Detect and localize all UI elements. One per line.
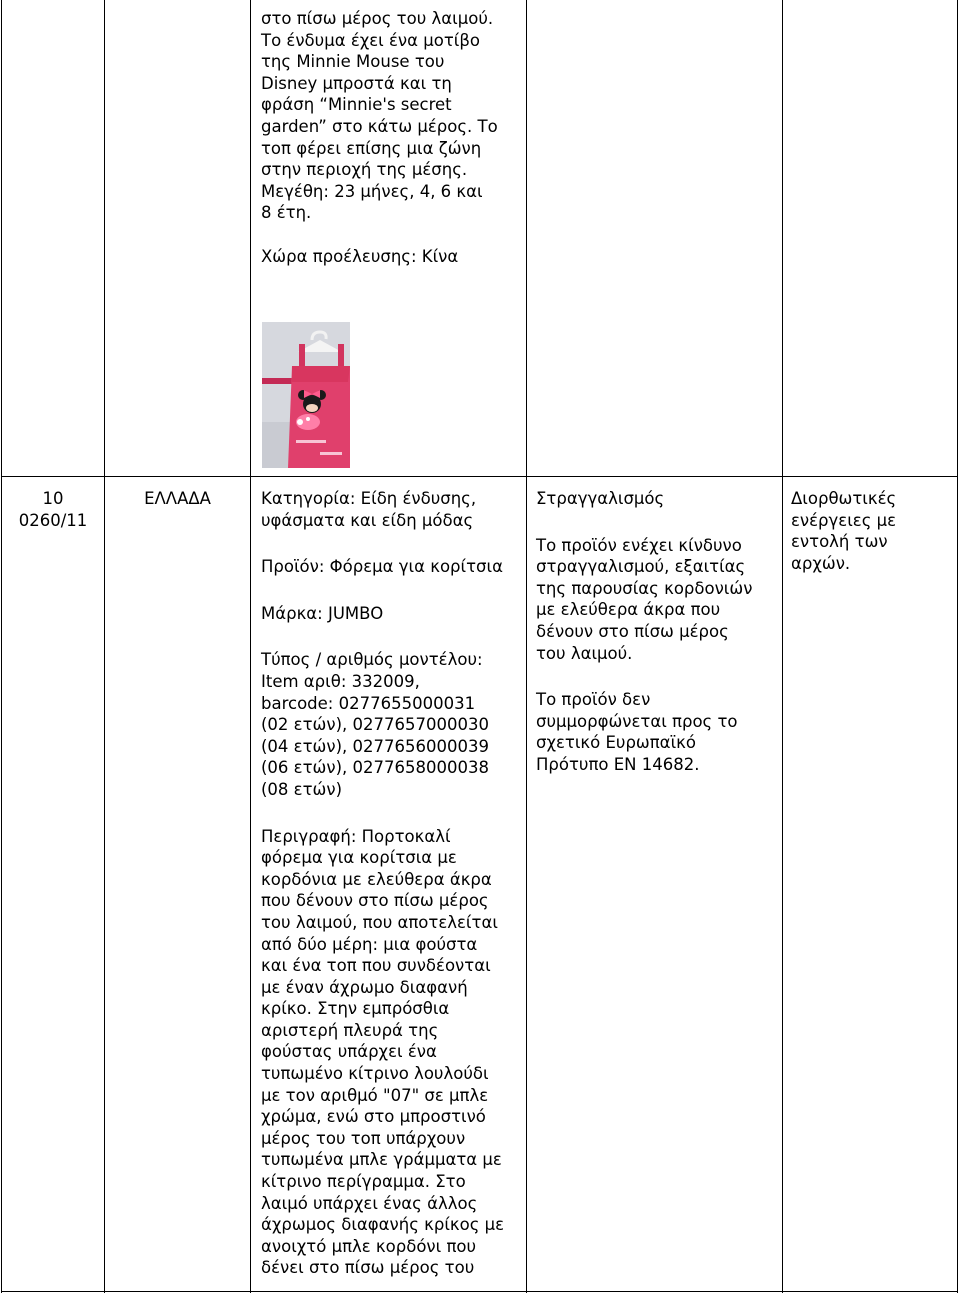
text-line: 8 έτη.: [261, 203, 312, 223]
measures-cell: [791, 488, 896, 574]
column-divider: [526, 0, 527, 1293]
category-line: υφάσματα και είδη μόδας: [261, 510, 474, 530]
model-line: (08 ετών): [261, 779, 343, 799]
description-line: άχρωμος διαφανής κρίκος με: [261, 1215, 505, 1235]
column-divider: [104, 0, 105, 1293]
brand-name: Μάρκα: JUMBO: [261, 603, 384, 623]
category-line: Κατηγορία: Είδη ένδυσης,: [261, 489, 477, 508]
measures-line: εντολή των: [791, 532, 888, 552]
description-line: κίτρινο περίγραμμα. Στο: [261, 1172, 466, 1192]
notification-reference: 0260/11: [18, 510, 88, 530]
risk-type: Στραγγαλισμός: [536, 489, 665, 508]
measures-line: αρχών.: [791, 553, 851, 573]
row-number-cell: [2, 488, 104, 531]
risk-line: στραγγαλισμού, εξαιτίας: [536, 557, 746, 577]
risk-cell: [536, 488, 752, 776]
description-line: κορδόνια με ελεύθερα άκρα: [261, 869, 492, 889]
product-name: Προϊόν: Φόρεμα για κορίτσια: [261, 557, 503, 577]
measures-line: Διορθωτικές: [791, 489, 897, 508]
text-line: της Minnie Mouse του: [261, 52, 445, 72]
text-line: φράση “Minnie's secret: [261, 95, 452, 115]
risk-line: Το προϊόν ενέχει κίνδυνο: [536, 535, 742, 555]
description-line: με τον αριθμό "07" σε μπλε: [261, 1085, 489, 1105]
description-line: μέρος του τοπ υπάρχουν: [261, 1128, 466, 1148]
row-divider: [1, 476, 958, 477]
description-line: του λαιμού, που αποτελείται: [261, 912, 498, 932]
risk-line: της παρουσίας κορδονιών: [536, 578, 753, 598]
product-details-cell: [261, 488, 504, 1279]
standard-line: συμμορφώνεται προς το: [536, 711, 738, 731]
model-line: Τύπος / αριθμός μοντέλου:: [261, 650, 483, 670]
model-line: (02 ετών), 0277657000030: [261, 715, 489, 735]
description-line: χρώμα, ενώ στο μπροστινό: [261, 1107, 486, 1127]
description-line: από δύο μέρη: μια φούστα: [261, 934, 478, 954]
risk-line: του λαιμού.: [536, 643, 633, 663]
description-line: Περιγραφή: Πορτοκαλί: [261, 826, 451, 846]
description-line: ανοιχτό μπλε κορδόνι που: [261, 1236, 477, 1256]
standard-line: Πρότυπο EN 14682.: [536, 754, 700, 774]
row-number: 10: [42, 489, 64, 508]
description-line: με έναν άχρωμο διαφανή: [261, 977, 468, 997]
description-line: δένει στο πίσω μέρος του: [261, 1258, 475, 1278]
text-line: στο πίσω μέρος του λαιμού.: [261, 9, 494, 28]
risk-line: με ελεύθερα άκρα που: [536, 600, 721, 620]
standard-line: σχετικό Ευρωπαϊκό: [536, 733, 696, 753]
description-line: φούστας υπάρχει ένα: [261, 1042, 437, 1062]
text-line: Μεγέθη: 23 μήνες, 4, 6 και: [261, 181, 483, 201]
origin-country: Χώρα προέλευσης: Κίνα: [261, 246, 459, 266]
column-divider: [250, 0, 251, 1293]
standard-line: Το προϊόν δεν: [536, 690, 651, 710]
table-border-right: [957, 0, 958, 1293]
country-cell: [105, 488, 250, 510]
model-line: barcode: 0277655000031: [261, 693, 476, 713]
description-line: τυπωμένο κίτρινο λουλούδι: [261, 1064, 489, 1084]
text-line: Το ένδυμα έχει ένα μοτίβο: [261, 30, 481, 50]
model-line: (06 ετών), 0277658000038: [261, 758, 489, 778]
description-line: λαιμό υπάρχει ένας άλλος: [261, 1193, 478, 1213]
table-border-left: [1, 0, 2, 1293]
text-line: garden” στο κάτω μέρος. Το: [261, 116, 498, 136]
text-line: τοπ φέρει επίσης μια ζώνη: [261, 138, 482, 158]
description-line: αριστερή πλευρά της: [261, 1020, 439, 1040]
text-line: στην περιοχή της μέσης.: [261, 160, 468, 180]
description-line: και ένα τοπ που συνδέονται: [261, 956, 491, 976]
description-line: φόρεμα για κορίτσια με: [261, 848, 457, 868]
column-divider: [782, 0, 783, 1293]
text-line: Disney μπροστά και τη: [261, 73, 452, 93]
table-border-bottom: [1, 1291, 958, 1292]
description-line: που δένουν στο πίσω μέρος: [261, 891, 489, 911]
risk-line: δένουν στο πίσω μέρος: [536, 621, 729, 641]
product-photo: [262, 322, 350, 468]
notifying-country: ΕΛΛΑΔΑ: [144, 489, 211, 508]
model-line: Item αριθ: 332009,: [261, 671, 420, 691]
prev-row-description: [261, 8, 498, 268]
description-line: κρίκο. Στην εμπρόσθια: [261, 999, 450, 1019]
dress-image: [262, 322, 350, 468]
model-line: (04 ετών), 0277656000039: [261, 736, 489, 756]
product-description: [261, 826, 504, 1279]
measures-line: ενέργειες με: [791, 510, 897, 530]
description-line: τυπωμένα μπλε γράμματα με: [261, 1150, 502, 1170]
